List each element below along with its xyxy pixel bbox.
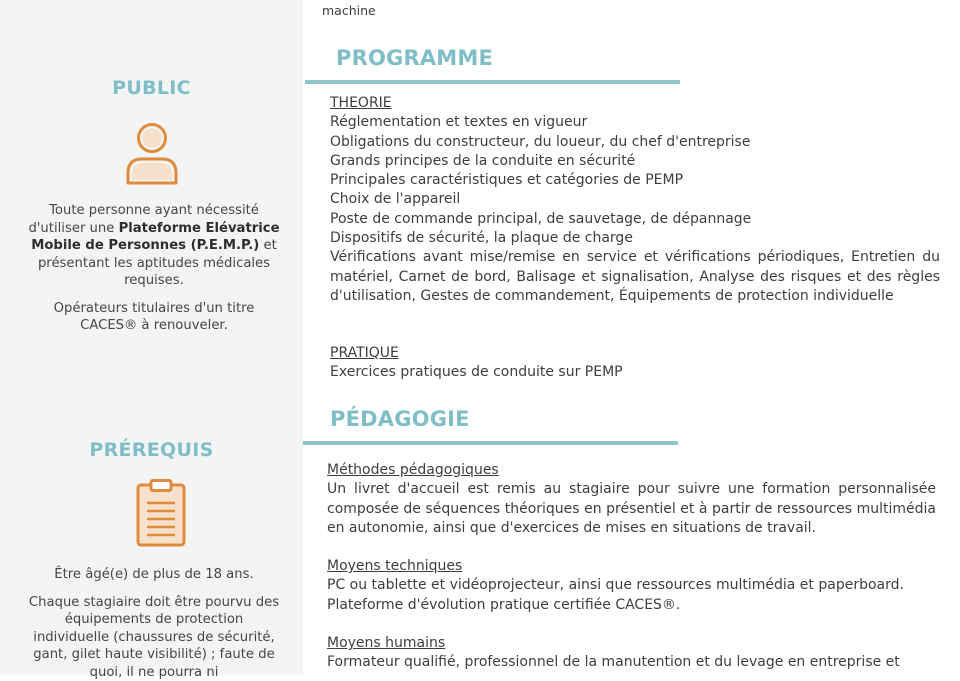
theorie-item: Obligations du constructeur, du loueur, du chef d'entreprise <box>330 133 940 152</box>
techniques-text: PC ou tablette et vidéoprojecteur, ainsi que ressources multimédia et paperboard. Plateforme d'évolution pratique certifiée CACES®. <box>327 576 936 615</box>
methodes-text: Un livret d'accueil est remis au stagiaire pour suivre une formation personnalisée composée de séquences théoriques en présentiel et à partir de ressources multimédia en autonomie, ainsi que d'exercices de mises en situations de travail. <box>327 480 936 538</box>
public-paragraph-2: Opérateurs titulaires d'un titre CACES® à renouveler. <box>28 300 280 335</box>
theorie-long-item: Vérifications avant mise/remise en service et vérifications périodiques, Entretien du matériel, Carnet de bord, Balisage et signalisation, Analyse des risques et des règles d'utilisation, Gestes de commandement, Équipements de protection individuelle <box>330 248 940 306</box>
prerequis-heading: PRÉREQUIS <box>0 439 303 461</box>
humains-label: Moyens humains <box>327 634 936 653</box>
pratique-label: PRATIQUE <box>330 344 940 363</box>
programme-heading: PROGRAMME <box>336 46 493 70</box>
public-text-after: et présentant les aptitudes médicales requises. <box>38 238 277 288</box>
pedagogie-techniques-block <box>327 557 936 615</box>
theorie-item: Réglementation et textes en vigueur <box>330 113 940 132</box>
prerequis-paragraph-2: Chaque stagiaire doit être pourvu des équipements de protection individuelle (chaussures de sécurité, gant, gilet haute visibilité) ; faute de quoi, il ne pourra ni <box>28 594 280 681</box>
pratique-item: Exercices pratiques de conduite sur PEMP <box>330 363 940 382</box>
theorie-item: Dispositifs de sécurité, la plaque de charge <box>330 229 940 248</box>
theorie-label: THEORIE <box>330 94 940 113</box>
pedagogie-humains-block <box>327 634 936 673</box>
techniques-label: Moyens techniques <box>327 557 936 576</box>
theorie-item: Grands principes de la conduite en sécurité <box>330 152 940 171</box>
pedagogie-divider <box>303 441 678 445</box>
previous-section-fragment: machine <box>322 3 376 18</box>
programme-pratique-block <box>330 344 940 383</box>
theorie-item: Principales caractéristiques et catégories de PEMP <box>330 171 940 190</box>
methodes-label: Méthodes pédagogiques <box>327 461 936 480</box>
theorie-item: Choix de l'appareil <box>330 190 940 209</box>
programme-divider <box>305 80 680 84</box>
humains-text: Formateur qualifié, professionnel de la manutention et du levage en entreprise et <box>327 653 936 672</box>
pedagogie-heading: PÉDAGOGIE <box>330 407 470 431</box>
public-text-before: Toute personne ayant nécessité d'utiliser une <box>28 203 258 236</box>
programme-theorie-block <box>330 94 940 306</box>
public-text-bold: Plateforme Elévatrice Mobile de Personnes (P.E.M.P.) <box>31 221 279 254</box>
public-heading: PUBLIC <box>0 77 303 99</box>
prerequis-paragraph-1: Être âgé(e) de plus de 18 ans. <box>28 566 280 584</box>
theorie-item: Poste de commande principal, de sauvetage, de dépannage <box>330 210 940 229</box>
pedagogie-methodes-block <box>327 461 936 538</box>
